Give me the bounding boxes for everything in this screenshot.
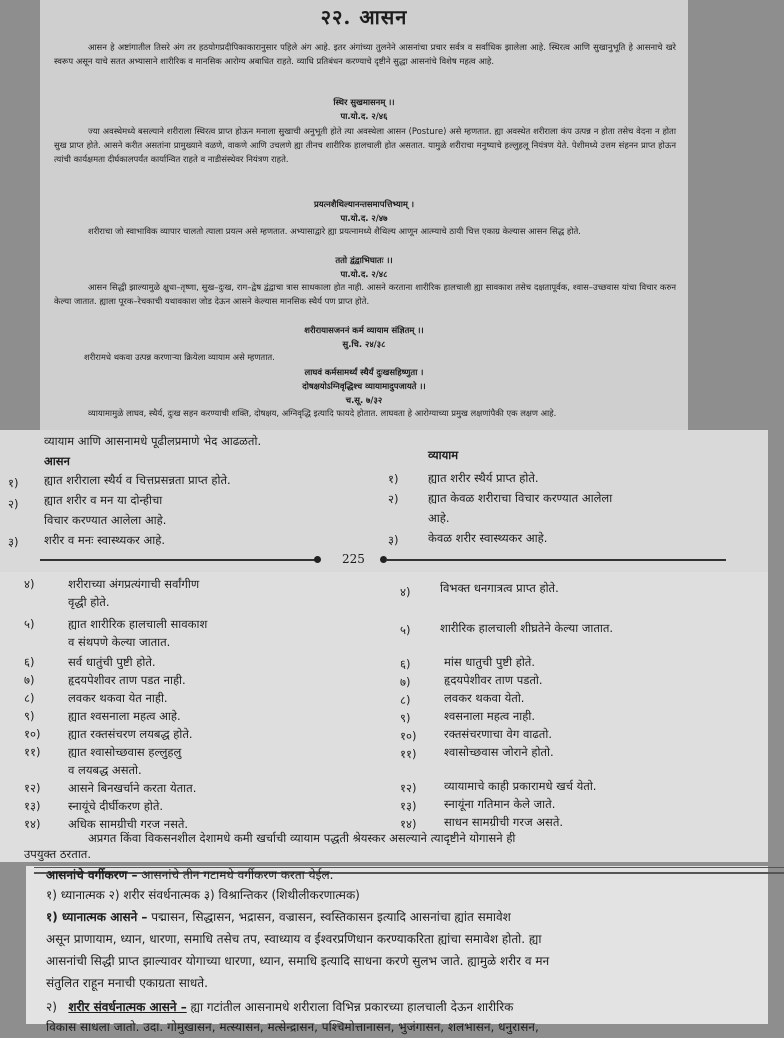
left-item-text: ह्यात श्वसनाला महत्व आहे. — [68, 709, 181, 723]
meditative-line-1 — [46, 906, 748, 928]
left-item-text: ह्यात शरीराला स्थैर्य व चित्तप्रसन्नता प्राप्त होते. — [44, 473, 231, 487]
right-item-number: ७) — [400, 675, 411, 689]
sutra-5: लाघवं कर्मसामर्थ्यं स्थैर्यं दुःखसहिष्णुता । — [304, 367, 424, 377]
right-item-number: ९) — [400, 711, 411, 725]
right-item-number: १०) — [400, 729, 417, 743]
cultural-number: २) — [46, 1000, 57, 1014]
meditative-label: १) ध्यानात्मक आसने – — [46, 910, 148, 924]
left-item-number: ७) — [24, 673, 35, 687]
separator-dot-left — [314, 556, 321, 563]
right-item-number: १२) — [400, 781, 417, 795]
page-separator-left — [40, 559, 318, 561]
right-item-text: मांस धातुची पुष्टी होते. — [444, 655, 536, 669]
right-item-number: १) — [388, 472, 399, 486]
left-item-number: ३) — [8, 535, 19, 549]
conclusion-line-1: अप्रगत किंवा विकसनशील देशामधे कमी खर्चाची व्यायाम पद्धती श्रेयस्कर असल्याने त्यादृष्टीने योगासने ही — [88, 831, 516, 845]
right-item-text: श्वासोच्छवास जोराने होतो. — [444, 745, 554, 759]
left-item-number: ४) — [24, 577, 35, 591]
right-item-number: २) — [388, 492, 399, 506]
vyayam-column-heading: व्यायाम — [428, 448, 459, 462]
left-item-number: ५) — [24, 617, 35, 631]
right-item-number: १४) — [400, 817, 417, 831]
left-item-text: ह्यात रक्तसंचरण लयबद्ध होते. — [68, 727, 193, 741]
right-item-text: साधन सामग्रीची गरज असते. — [444, 815, 564, 829]
sutra-3-reference: पा.यो.द. २/४८ — [340, 269, 388, 279]
sutra-5-reference: च.सू. ७/३२ — [345, 395, 383, 405]
right-item-number: ६) — [400, 657, 411, 671]
right-item-text: हृदयपेशीवर ताण पडतो. — [444, 673, 543, 687]
left-item-number: ११) — [24, 745, 41, 759]
meditative-text: पद्मासन, सिद्धासन, भद्रासन, वज्रासन, स्वस्तिकासन इत्यादि आसनांचा ह्यांत समावेश — [147, 910, 511, 924]
comparison-panel-top — [0, 430, 768, 572]
sutra-3: ततो द्वंद्वाभिघातः ।। — [335, 255, 393, 265]
left-item-number: ८) — [24, 691, 35, 705]
intro-paragraph: आसन हे अष्टांगातील तिसरे अंग तर हठयोगप्रदीपिकाकारानुसार पहिले अंग आहे. इतर अंगांच्या तुलनेने आसनांचा प्रचार सर्वत्र व सर्वाधिक झालेला आहे. स्थिरत्व आणि सुखानुभूति हे आसनाचे खरे स्वरूप असून याचे सतत अभ्यासाने शारीरिक व मानसिक आरोग्य अबाधित राहते. व्याधि प्रतिबंधन करण्याचे दृष्टीने सुद्धा आसनांचे विशेष महत्व आहे. — [54, 42, 676, 66]
left-item-text: स्नायूंचे दीर्घीकरण होते. — [68, 799, 164, 813]
sutra-4: शरीरायासजननं कर्म व्यायाम संज्ञितम् ।। — [304, 325, 424, 335]
right-item-text: केवळ शरीर स्वास्थ्यकर आहे. — [428, 531, 548, 545]
right-item-text: व्यायामाचे काही प्रकारामधे खर्च येतो. — [444, 779, 597, 793]
comparison-panel-bottom — [0, 572, 768, 862]
page-separator-right — [386, 559, 726, 561]
left-item-text: व संथपणे केल्या जातात. — [68, 635, 171, 649]
left-item-text: लवकर थकवा येत नाही. — [68, 691, 168, 705]
right-item-number: ११) — [400, 747, 417, 761]
left-item-text: सर्व धातुंची पुष्टी होते. — [68, 655, 156, 669]
right-item-number: १३) — [400, 799, 417, 813]
left-item-number: १३) — [24, 799, 41, 813]
meditative-line-2: असून प्राणायाम, ध्यान, धारणा, समाधि तसेच तप, स्वाध्याय व ईश्वरप्रणिधान करण्याकरिता ह्यांचा समावेश होतो. ह्या — [46, 932, 542, 946]
left-item-text: ह्यात श्वासोच्छवास हल्लुहलु — [68, 745, 182, 759]
sutra-1-reference: पा.यो.द. २/४६ — [340, 111, 388, 121]
cultural-line-2: विकास साधला जातो. उदा. गोमुखासन, मत्स्यासन, मत्सेन्द्रासन, पश्चिमोत्तानासन, भुजंगासन, शलभासन, धनुरासन, — [46, 1020, 539, 1034]
left-item-text: ह्यात शरीर व मन या दोन्हीचा — [44, 493, 163, 507]
classification-heading-rest: आसनांचे तीन गटामधे वर्गीकरण करता येईल. — [137, 868, 334, 882]
paragraph-3: आसन सिद्धी झाल्यामुळे क्षुधा–तृष्णा, सुख–दुःख, राग–द्वेष द्वंद्वाचा त्रास साधकाला होत नाही. आसने करताना शारीरिक हालचाली ह्या सावकाश तसेच दक्षतापूर्वक, श्वास–उच्छवास यांचा विचार करुन केल्या जातात. ह्याला पूरक–रेचकाची यथावकाश जोड देऊन आसने केल्यास मानसिक स्थैर्य पण प्राप्त होते. — [54, 282, 676, 306]
right-item-text: विभक्त धनगात्रत्व प्राप्त होते. — [440, 581, 559, 595]
top-text-panel — [40, 0, 688, 430]
classification-types: १) ध्यानात्मक २) शरीर संवर्धनात्मक ३) विश्रान्तिकर (शिथीलीकरणात्मक) — [46, 888, 360, 902]
left-item-text: ह्यात शारीरिक हालचाली सावकाश — [68, 617, 208, 631]
sutra-6: दोषक्षयोऽग्निवृद्धिश्च व्यायामादुपजायते ।। — [302, 381, 426, 391]
right-item-text: शारीरिक हालचाली शीघ्रतेने केल्या जातात. — [440, 621, 614, 635]
left-item-text: शरीराच्या अंगप्रत्यंगाची सर्वांगीण — [68, 577, 200, 591]
sutra-2: प्रयत्नशैथिल्यानन्तसमापत्तिभ्याम् । — [313, 199, 415, 209]
left-item-text: विचार करण्यात आलेला आहे. — [44, 513, 167, 527]
cultural-line-1 — [46, 996, 748, 1018]
right-item-text: ह्यात केवळ शरीराचा विचार करण्यात आलेला — [428, 491, 613, 505]
paragraph-5: व्यायामामुळे लाघव, स्थैर्य, दुःख सहन करण्याची शक्ति, दोषक्षय, अग्निवृद्धि इत्यादि फायदे होतात. लाघवता हे आरोग्याच्या प्रमुख लक्षणांपैकी एक लक्षण आहे. — [88, 408, 557, 418]
left-item-number: १०) — [24, 727, 41, 741]
right-item-number: ४) — [400, 585, 411, 599]
right-item-text: श्वसनाला महत्व नाही. — [444, 709, 536, 723]
sutra-1: स्थिर सुखमासनम् ।। — [333, 97, 395, 107]
classification-panel — [26, 866, 768, 1034]
sutra-2-reference: पा.यो.द. २/४७ — [340, 213, 388, 223]
classification-heading-bold: आसनांचे वर्गीकरण – — [46, 868, 138, 882]
right-item-text: स्नायूंना गतिमान केले जाते. — [444, 797, 556, 811]
left-item-number: १४) — [24, 817, 41, 831]
paragraph-2: शरीराचा जो स्वाभाविक व्यापार चालतो त्याला प्रयत्न असे म्हणतात. अभ्यासाद्वारे ह्या प्रयत्नामध्ये शैथिल्य आणून आत्म्याचे ठायी चित्त एकाग्र केल्यास आसन सिद्ध होते. — [88, 226, 581, 236]
right-item-text: ह्यात शरीर स्थैर्य प्राप्त होते. — [428, 471, 539, 485]
left-item-number: २) — [8, 497, 19, 511]
chapter-title: २२. आसन — [320, 5, 408, 29]
paragraph-4: शरीरामधे थकवा उत्पन्न करणाऱ्या क्रियेला व्यायाम असे म्हणतात. — [84, 352, 275, 362]
left-item-number: ६) — [24, 655, 35, 669]
left-item-text: व लयबद्ध असतो. — [68, 763, 142, 777]
left-item-number: १) — [8, 476, 19, 490]
right-item-number: ५) — [400, 623, 411, 637]
right-item-text: लवकर थकवा येतो. — [444, 691, 525, 705]
right-item-text: रक्तसंचरणाचा वेग वाढतो. — [444, 727, 552, 741]
classification-heading — [46, 864, 748, 886]
cultural-label: शरीर संवर्धनात्मक आसने – — [68, 1000, 187, 1014]
asana-column-heading: आसन — [44, 454, 70, 468]
page-number: 225 — [342, 552, 365, 566]
left-item-number: १२) — [24, 781, 41, 795]
right-item-number: ३) — [388, 533, 399, 547]
meditative-line-4: संतुलित राहून मनाची एकाग्रता साधते. — [46, 976, 208, 990]
cultural-text: ह्या गटांतील आसनामधे शरीराला विभिन्न प्रकारच्या हालचाली देऊन शारीरिक — [186, 1000, 514, 1014]
paragraph-1: ज्या अवस्थेमध्ये बसल्याने शरीराला स्थिरत्व प्राप्त होऊन मनाला सुखाची अनुभूती होते त्या अवस्थेला आसन (Posture) असे म्हणतात. ह्या अवस्थेत शरीराला कंप उत्पन्न न होता तसेच वेदना न होता सुख प्राप्त होते. आसने करीत असतांना प्रामुख्याने वळणे, वाकणे आणि उचलणे ह्या तीनच शारीरिक हालचाली होत असतात. यामुळे शरीराचा मनुष्याचे हल्लुहलू नियंत्रण येते. पेशीमध्ये उत्तम संहनन प्राप्त होऊन त्यांची कार्यक्षमता दीर्घकालपर्यंत कार्यान्वित राहते व नाडीसंस्थेवर नियंत्रण राहते. — [54, 126, 676, 164]
comparison-intro: व्यायाम आणि आसनामधे पूढीलप्रमाणे भेद आढळतो. — [44, 434, 262, 448]
left-item-text: आसने बिनखर्चाने करता येतात. — [68, 781, 197, 795]
meditative-line-3: आसनांची सिद्धी प्राप्त झाल्यावर योगाच्या धारणा, ध्यान, समाधि इत्यादि साधना करणे सुलभ जाते. ह्यामुळे शरीर व मन — [46, 954, 550, 968]
left-item-text: वृद्धी होते. — [68, 595, 110, 609]
left-item-text: अधिक सामग्रीची गरज नसते. — [68, 817, 189, 831]
left-item-text: शरीर व मनः स्वास्थ्यकर आहे. — [44, 533, 166, 547]
right-item-number: ८) — [400, 693, 411, 707]
sutra-4-reference: सु.चि. २४/३८ — [342, 339, 386, 349]
right-item-text: आहे. — [428, 511, 450, 525]
conclusion-line-2: उपयुक्त ठरतात. — [24, 847, 92, 861]
left-item-number: ९) — [24, 709, 35, 723]
left-item-text: हृदयपेशीवर ताण पडत नाही. — [68, 673, 186, 687]
